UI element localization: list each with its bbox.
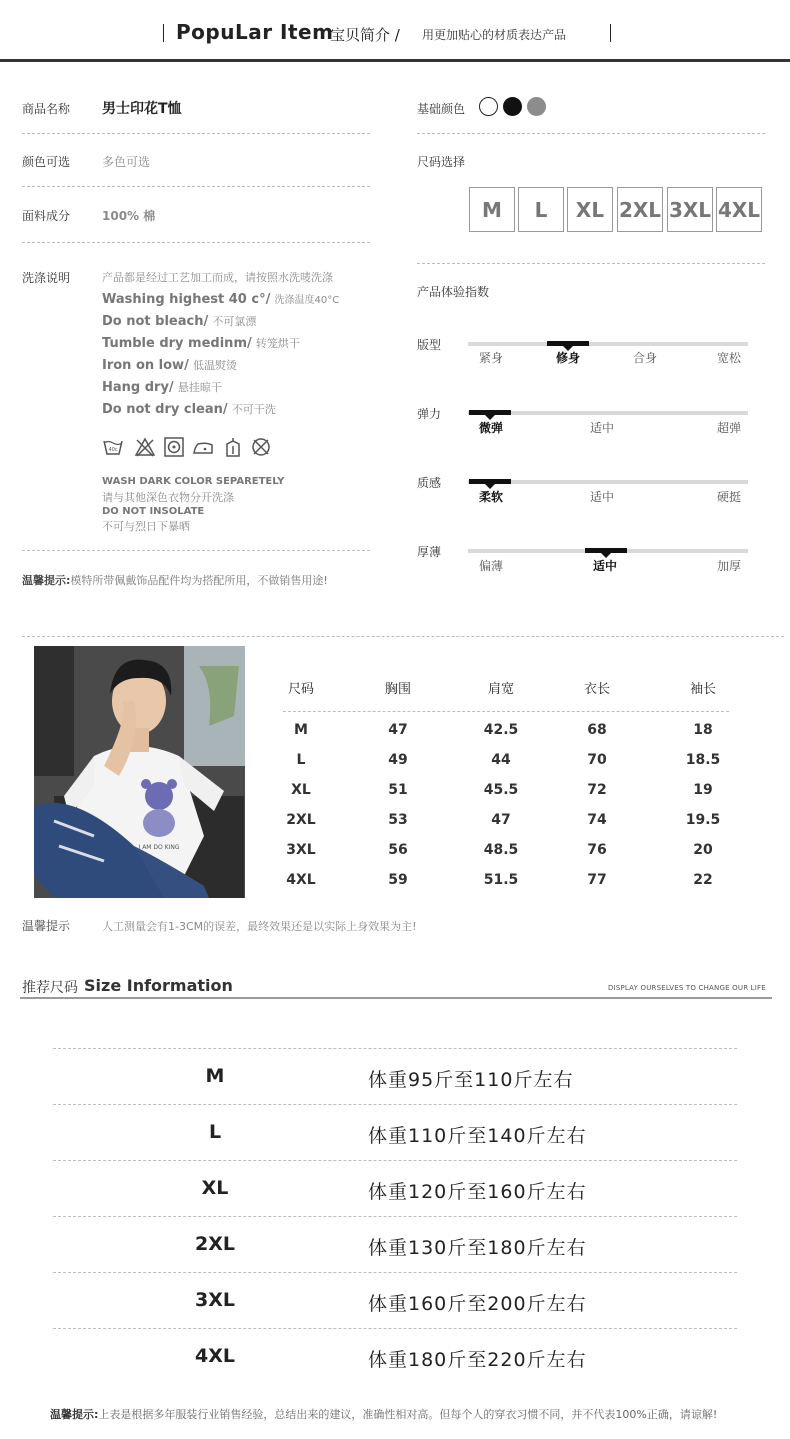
table-cell-size: L: [296, 752, 306, 768]
size-info-divider: [53, 1328, 737, 1329]
divider: [22, 242, 370, 243]
size-info-size: XL: [201, 1177, 229, 1199]
header-divider-left: [163, 24, 164, 42]
size-info-weight: 体重120斤至160斤左右: [368, 1181, 587, 1203]
table-cell: 20: [693, 842, 713, 858]
no-bleach-icon: [134, 436, 156, 458]
table-cell: 56: [388, 842, 408, 858]
table-cell: 76: [587, 842, 607, 858]
wash-instruction: Do not bleach/ 不可氯漂: [102, 314, 257, 329]
scale-label-elasticity: 弹力: [417, 407, 442, 421]
scale-track-fit: [468, 342, 748, 346]
no-dry-clean-icon: [250, 436, 272, 458]
color-label: 颜色可选: [22, 155, 71, 169]
scale-tick-selected: 修身: [556, 351, 581, 365]
measure-tip-label: 温馨提示: [22, 919, 71, 933]
table-cell: 19: [693, 782, 713, 798]
scale-tick: 超弹: [717, 421, 742, 435]
hang-dry-icon: [222, 436, 244, 458]
table-cell: 74: [587, 812, 607, 828]
scale-marker-fit: [547, 341, 589, 346]
section-divider: [22, 636, 784, 637]
table-cell: 68: [587, 722, 607, 738]
table-cell: 47: [491, 812, 511, 828]
scale-tick: 偏薄: [479, 559, 504, 573]
color-swatch-white[interactable]: [479, 97, 498, 116]
warning-dark-color-cn: 请与其他深色衣物分开洗涤: [102, 491, 234, 504]
size-info-weight: 体重180斤至220斤左右: [368, 1349, 587, 1371]
table-cell: 51: [388, 782, 408, 798]
wash-instruction: Tumble dry medinm/ 转笼烘干: [102, 336, 300, 351]
size-info-weight: 体重130斤至180斤左右: [368, 1237, 587, 1259]
name-label: 商品名称: [22, 102, 71, 116]
tumble-dry-icon: [163, 436, 185, 458]
size-info-divider: [53, 1048, 737, 1049]
measure-tip-text: 人工测量会有1-3CM的误差，最终效果还是以实际上身效果为主!: [102, 920, 417, 933]
wash-instruction: Iron on low/ 低温熨烫: [102, 358, 237, 373]
fabric-value: 100% 棉: [102, 209, 156, 223]
size-info-size: 2XL: [195, 1233, 235, 1255]
divider: [417, 133, 765, 134]
size-option-m[interactable]: M: [469, 187, 515, 232]
footer-tip: 温馨提示:上表是根据多年服装行业销售经验，总结出来的建议，准确性相对高。但每个人的穿衣习惯不同，并不代表100%正确，请谅解!: [50, 1408, 718, 1421]
divider: [22, 186, 370, 187]
scale-tick: 适中: [590, 490, 615, 504]
table-cell: 59: [388, 872, 408, 888]
table-cell: 47: [388, 722, 408, 738]
size-info-weight: 体重110斤至140斤左右: [368, 1125, 587, 1147]
table-header-rule: [283, 711, 729, 712]
header-rule: [0, 59, 790, 62]
size-option-2xl[interactable]: 2XL: [617, 187, 663, 232]
name-value: 男士印花T恤: [102, 101, 182, 117]
wash-instruction: Hang dry/ 悬挂晾干: [102, 380, 222, 395]
svg-text:I AM DO KING: I AM DO KING: [138, 844, 180, 851]
table-header: 肩宽: [487, 682, 514, 697]
size-select-label: 尺码选择: [417, 155, 466, 169]
table-header: 袖长: [689, 682, 716, 697]
wash-line-0: 产品都是经过工艺加工而成，请按照水洗唛洗涤: [102, 271, 333, 284]
table-cell-size: M: [294, 722, 308, 738]
color-swatch-grey[interactable]: [527, 97, 546, 116]
divider: [22, 133, 370, 134]
scale-tick: 适中: [590, 421, 615, 435]
scale-marker-texture: [469, 479, 511, 484]
table-cell: 49: [388, 752, 408, 768]
size-info-divider: [53, 1104, 737, 1105]
warning-dark-color: WASH DARK COLOR SEPARETELY: [102, 476, 285, 487]
size-info-title-cn: 推荐尺码: [22, 980, 78, 996]
size-info-size: 4XL: [195, 1345, 235, 1367]
header-divider-right: [610, 24, 611, 42]
table-header: 衣长: [583, 682, 610, 697]
scale-tick-selected: 微弹: [479, 421, 504, 435]
scale-tick: 硬挺: [717, 490, 742, 504]
fabric-label: 面料成分: [22, 209, 71, 223]
color-value: 多色可选: [102, 155, 151, 169]
table-cell: 72: [587, 782, 607, 798]
scale-label-thickness: 厚薄: [417, 545, 442, 559]
scale-tick-selected: 适中: [593, 559, 618, 573]
size-info-size: L: [208, 1121, 222, 1143]
size-info-size: 3XL: [195, 1289, 235, 1311]
table-cell: 42.5: [483, 722, 519, 738]
size-info-weight: 体重160斤至200斤左右: [368, 1293, 587, 1315]
table-cell: 45.5: [483, 782, 519, 798]
scale-marker-elasticity: [469, 410, 511, 415]
iron-low-icon: [192, 436, 214, 458]
header-subtitle: 宝贝简介 /: [330, 26, 400, 44]
scale-label-texture: 质感: [417, 476, 442, 490]
size-info-divider: [53, 1216, 737, 1217]
base-color-label: 基础颜色: [417, 102, 466, 116]
table-cell: 18.5: [685, 752, 721, 768]
scale-tick: 宽松: [717, 351, 742, 365]
size-info-divider: [53, 1160, 737, 1161]
warning-insolate-cn: 不可与烈日下暴晒: [102, 520, 190, 533]
scale-marker-thickness: [585, 548, 627, 553]
warning-insolate: DO NOT INSOLATE: [102, 506, 205, 517]
table-cell: 48.5: [483, 842, 519, 858]
table-header: 胸围: [384, 682, 411, 697]
table-cell-size: 4XL: [286, 872, 316, 888]
table-cell-size: 3XL: [286, 842, 316, 858]
divider: [417, 263, 765, 264]
table-header: 尺码: [287, 682, 314, 697]
size-info-rule: [20, 997, 772, 999]
svg-text:40c: 40c: [108, 447, 118, 453]
scale-label-fit: 版型: [417, 338, 442, 352]
header-tagline: 用更加贴心的材质表达产品: [422, 28, 567, 42]
size-option-xl[interactable]: XL: [567, 187, 613, 232]
model-photo: [34, 646, 245, 898]
size-info-slogan: DISPLAY OURSELVES TO CHANGE OUR LIFE: [608, 984, 766, 992]
size-info-title-en: Size Information: [84, 976, 233, 995]
scale-tick-selected: 柔软: [479, 490, 504, 504]
wash-instruction: Washing highest 40 c°/ 洗涤温度40°C: [102, 292, 340, 307]
table-cell-size: 2XL: [286, 812, 316, 828]
table-cell: 53: [388, 812, 408, 828]
size-info-weight: 体重95斤至110斤左右: [368, 1069, 574, 1091]
scale-tick: 加厚: [717, 559, 742, 573]
table-cell: 19.5: [685, 812, 721, 828]
size-info-divider: [53, 1272, 737, 1273]
wash-40-icon: [102, 436, 124, 458]
table-cell: 22: [693, 872, 713, 888]
experience-label: 产品体验指数: [417, 285, 490, 299]
header-title: PopuLar Item: [176, 20, 334, 44]
scale-tick: 紧身: [479, 351, 504, 365]
color-swatch-black[interactable]: [503, 97, 522, 116]
model-tip: 温馨提示:模特所带佩戴饰品配件均为搭配所用，不做销售用途!: [22, 574, 328, 587]
table-cell: 18: [693, 722, 713, 738]
size-info-size: M: [205, 1065, 225, 1087]
size-option-4xl[interactable]: 4XL: [716, 187, 762, 232]
table-cell: 70: [587, 752, 607, 768]
scale-tick: 合身: [633, 351, 658, 365]
size-option-l[interactable]: L: [518, 187, 564, 232]
table-cell: 51.5: [483, 872, 519, 888]
wash-instruction: Do not dry clean/ 不可干洗: [102, 402, 276, 417]
divider: [22, 550, 370, 551]
wash-label: 洗涤说明: [22, 271, 71, 285]
table-cell-size: XL: [291, 782, 311, 798]
table-cell: 77: [587, 872, 607, 888]
table-cell: 44: [491, 752, 511, 768]
size-option-3xl[interactable]: 3XL: [667, 187, 713, 232]
